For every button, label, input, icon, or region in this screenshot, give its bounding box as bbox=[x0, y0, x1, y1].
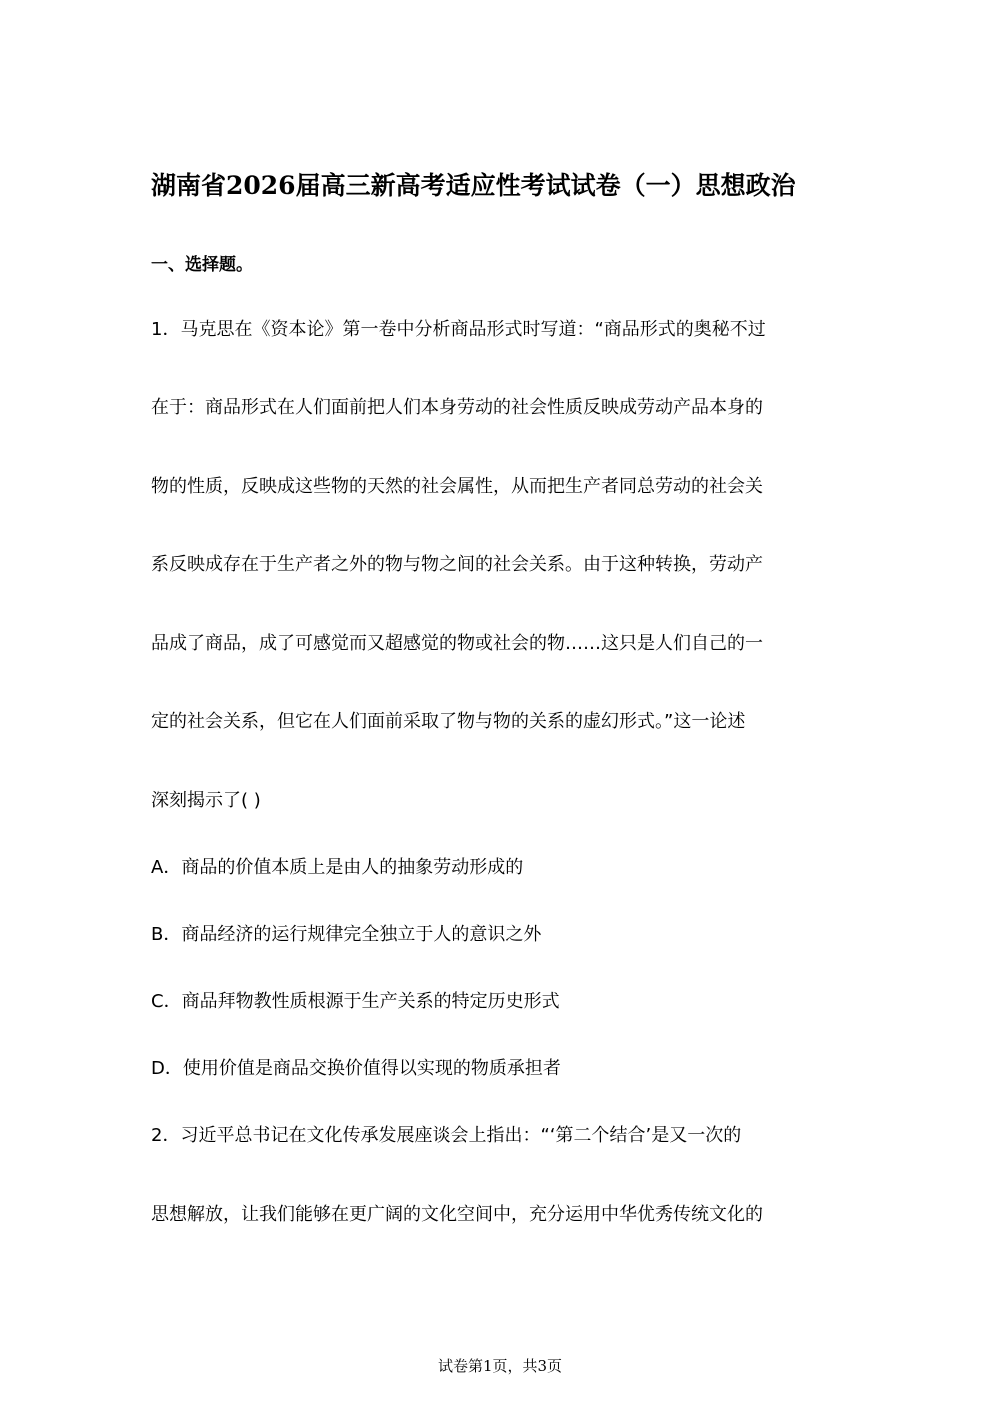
question-1-line-7: 深刻揭示了( ) bbox=[151, 790, 261, 811]
question-1-line-1: 1．马克思在《资本论》第一卷中分析商品形式时写道：“商品形式的奥秘不过 bbox=[151, 319, 766, 340]
option-a: A．商品的价值本质上是由人的抽象劳动形成的 bbox=[151, 857, 524, 878]
question-2-line-1: 2．习近平总书记在文化传承发展座谈会上指出：“‘第二个结合’是又一次的 bbox=[151, 1125, 742, 1146]
question-2-line-2: 思想解放，让我们能够在更广阔的文化空间中，充分运用中华优秀传统文化的 bbox=[151, 1204, 763, 1225]
option-c: C．商品拜物教性质根源于生产关系的特定历史形式 bbox=[151, 991, 560, 1012]
question-1-line-3: 物的性质，反映成这些物的天然的社会属性，从而把生产者同总劳动的社会关 bbox=[151, 476, 763, 497]
section-heading: 一、选择题。 bbox=[151, 255, 253, 275]
question-1-line-2: 在于：商品形式在人们面前把人们本身劳动的社会性质反映成劳动产品本身的 bbox=[151, 397, 763, 418]
page-title: 湖南省2026届高三新高考适应性考试试卷（一）思想政治 bbox=[151, 171, 796, 200]
option-b: B．商品经济的运行规律完全独立于人的意识之外 bbox=[151, 924, 542, 945]
page-footer: 试卷第1页，共3页 bbox=[437, 1357, 563, 1375]
question-1-line-4: 系反映成存在于生产者之外的物与物之间的社会关系。由于这种转换，劳动产 bbox=[151, 554, 763, 575]
question-1-line-6: 定的社会关系，但它在人们面前采取了物与物的关系的虚幻形式。”这一论述 bbox=[151, 711, 746, 732]
option-d: D．使用价值是商品交换价值得以实现的物质承担者 bbox=[151, 1058, 561, 1079]
question-1-line-5: 品成了商品，成了可感觉而又超感觉的物或社会的物……这只是人们自己的一 bbox=[151, 633, 763, 654]
